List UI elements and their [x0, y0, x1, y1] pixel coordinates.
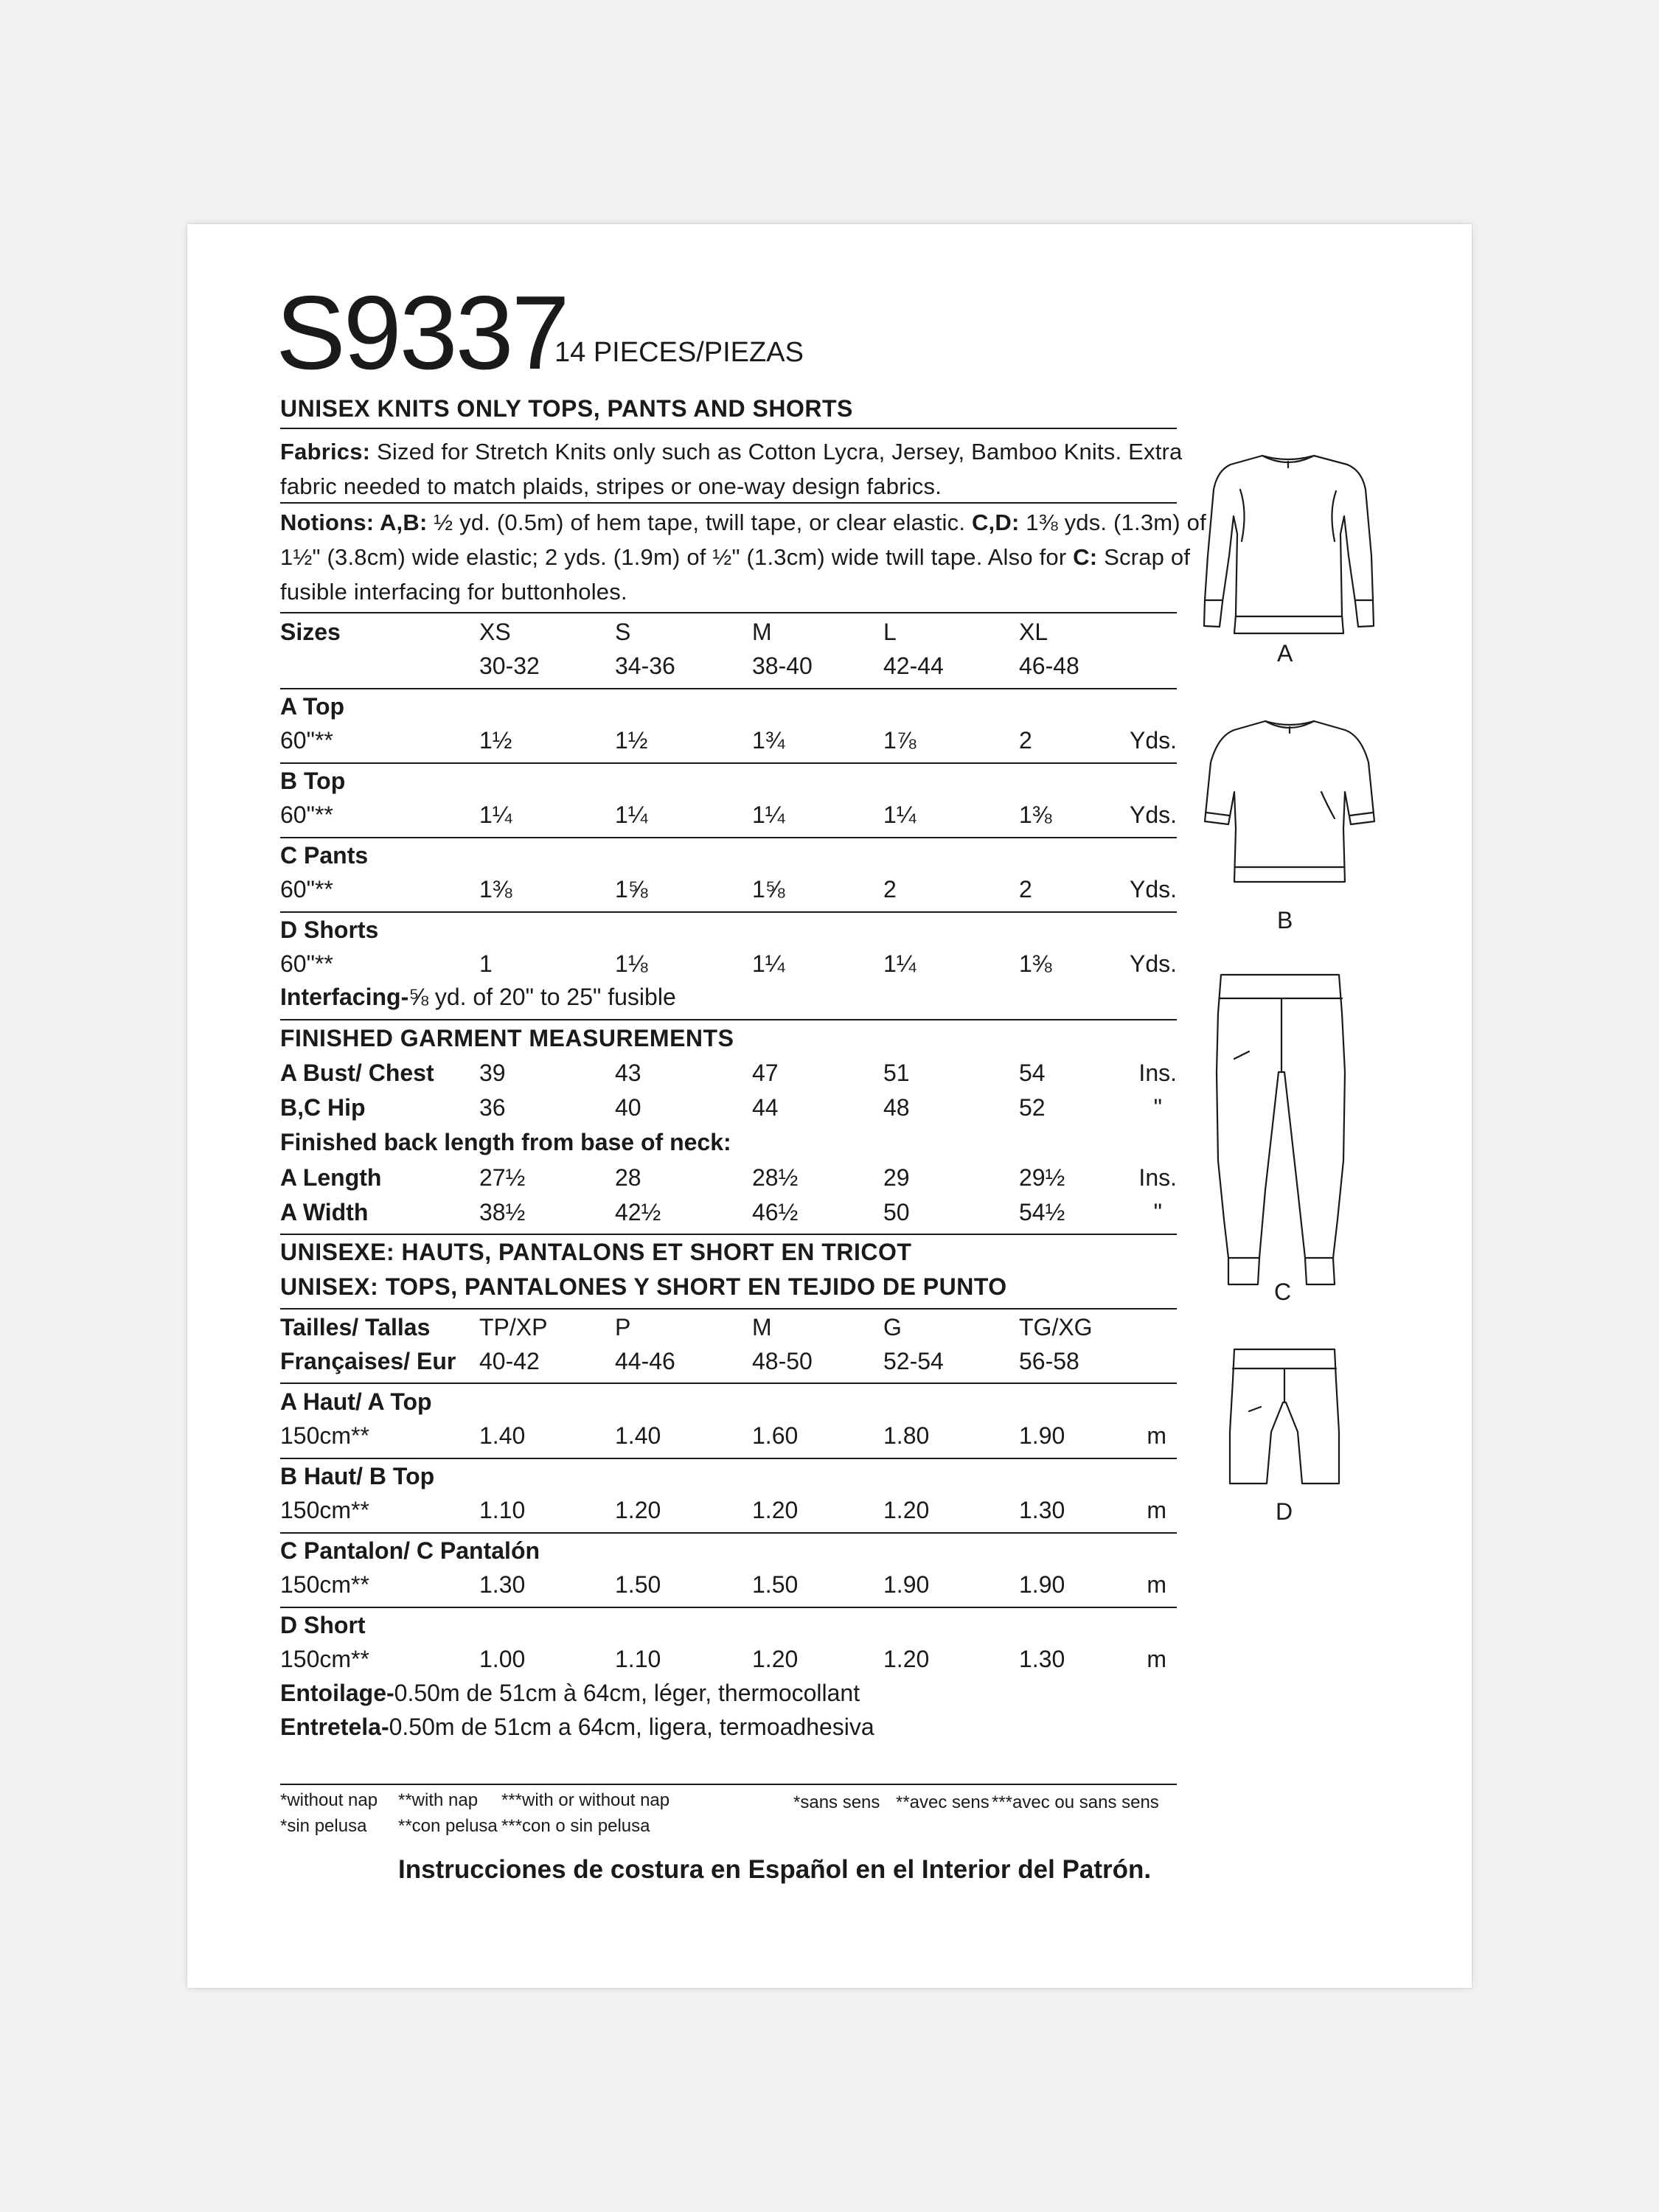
- notions-label-c: C:: [1073, 544, 1098, 570]
- measurement-value: 40: [615, 1094, 641, 1121]
- french-title: UNISEXE: HAUTS, PANTALONS ET SHORT EN TRICOT: [280, 1239, 912, 1265]
- sizes-label: Sizes: [280, 619, 341, 645]
- back-length-label: Finished back length from base of neck:: [280, 1129, 731, 1155]
- sizes-range-row: [280, 653, 1177, 686]
- divider: [280, 502, 1177, 504]
- yardage-value: 1⅝: [752, 876, 785, 902]
- yardage-value: 1⅜: [1019, 801, 1052, 828]
- size-name: XS: [479, 619, 511, 645]
- size-range: 34-36: [615, 653, 675, 679]
- entretela-label: Entretela-: [280, 1714, 389, 1740]
- measurement-value: 50: [883, 1199, 910, 1225]
- measurement-value: 36: [479, 1094, 506, 1121]
- yardage-value: 1.80: [883, 1422, 930, 1449]
- size-range: 42-44: [883, 653, 944, 679]
- measurement-value: 46½: [752, 1199, 799, 1225]
- notions-line-2b: Scrap of: [1097, 544, 1191, 570]
- view-a-sweatshirt-illustration: [1196, 445, 1380, 637]
- unit-label: Yds.: [1129, 876, 1177, 902]
- footnote-nap-fr: *sans sens: [793, 1792, 880, 1812]
- unit-label: ": [1153, 1094, 1162, 1121]
- yardage-value: 1.90: [1019, 1422, 1065, 1449]
- measurement-value: 51: [883, 1060, 910, 1086]
- yardage-value: 1¼: [883, 950, 917, 977]
- metric-sizes-row: [280, 1314, 1177, 1348]
- fabrics-text: [280, 434, 1182, 504]
- yardage-value: 1½: [479, 727, 512, 754]
- interfacing-row: [280, 984, 1177, 1018]
- view-label-row: [280, 1612, 1177, 1646]
- size-name: S: [615, 619, 631, 645]
- divider: [280, 911, 1177, 913]
- divider: [280, 1607, 1177, 1608]
- view-label-row: [280, 1537, 1177, 1571]
- yardage-value: 1.30: [479, 1571, 526, 1598]
- entretela-text: 0.50m de 51cm a 64cm, ligera, termoadhesiva: [389, 1714, 874, 1740]
- entretela-row: [280, 1714, 1177, 1747]
- divider: [280, 428, 1177, 429]
- footnote-nap-es: ***con o sin pelusa: [501, 1816, 650, 1836]
- metric-yardage-row: [280, 1497, 1177, 1531]
- yardage-value: 1.50: [752, 1571, 799, 1598]
- yardage-value: 1⅛: [615, 950, 648, 977]
- divider: [280, 1784, 1177, 1785]
- fabric-width: 150cm**: [280, 1646, 369, 1672]
- yardage-value: 1.20: [752, 1497, 799, 1523]
- view-b-label: B: [1277, 907, 1293, 933]
- yardage-value: 1¼: [479, 801, 512, 828]
- size-range: 48-50: [752, 1348, 813, 1374]
- yardage-value: 1⅞: [883, 727, 917, 754]
- yardage-value: 1.20: [615, 1497, 661, 1523]
- pattern-title: UNISEX KNITS ONLY TOPS, PANTS AND SHORTS: [280, 395, 853, 422]
- measurement-label: A Bust/ Chest: [280, 1060, 434, 1086]
- spanish-title: UNISEX: TOPS, PANTALONES Y SHORT EN TEJIDO DE PUNTO: [280, 1273, 1007, 1300]
- yardage-value: 1.30: [1019, 1497, 1065, 1523]
- measurement-value: 48: [883, 1094, 910, 1121]
- size-range: 30-32: [479, 653, 540, 679]
- view-label: B Haut/ B Top: [280, 1463, 435, 1489]
- size-range: 38-40: [752, 653, 813, 679]
- measurement-value: 42½: [615, 1199, 661, 1225]
- notions-line-1a: ½ yd. (0.5m) of hem tape, twill tape, or clear elastic.: [427, 509, 972, 535]
- yardage-value: 1.50: [615, 1571, 661, 1598]
- view-label-row: [280, 768, 1177, 801]
- view-d-shorts-illustration: [1225, 1343, 1343, 1491]
- measurement-row: [280, 1199, 1177, 1233]
- fabric-width: 150cm**: [280, 1571, 369, 1598]
- view-label: A Haut/ A Top: [280, 1388, 432, 1415]
- yardage-value: 2: [883, 876, 897, 902]
- measurement-value: 27½: [479, 1164, 526, 1191]
- view-c-pants-illustration: [1208, 969, 1355, 1293]
- measurement-label: B,C Hip: [280, 1094, 366, 1121]
- yardage-value: 1.40: [479, 1422, 526, 1449]
- yardage-value: 1.90: [1019, 1571, 1065, 1598]
- unit-label: Ins.: [1138, 1164, 1177, 1191]
- footnote-nap-en: *without nap: [280, 1790, 378, 1810]
- measurement-value: 54½: [1019, 1199, 1065, 1225]
- view-label: D Shorts: [280, 917, 379, 943]
- yardage-row: [280, 727, 1177, 761]
- unit-label: Ins.: [1138, 1060, 1177, 1086]
- fabrics-label: Fabrics:: [280, 439, 371, 465]
- size-range: 40-42: [479, 1348, 540, 1374]
- yardage-value: 1.20: [883, 1497, 930, 1523]
- metric-sizes-label: Tailles/ Tallas: [280, 1314, 431, 1340]
- divider: [280, 688, 1177, 689]
- view-label: D Short: [280, 1612, 366, 1638]
- divider: [280, 1458, 1177, 1459]
- notions-line-3: fusible interfacing for buttonholes.: [280, 579, 627, 605]
- yardage-row: [280, 876, 1177, 910]
- interfacing-text: ⅝ yd. of 20" to 25" fusible: [408, 984, 676, 1010]
- size-name: M: [752, 1314, 772, 1340]
- size-range: 46-48: [1019, 653, 1079, 679]
- size-name: P: [615, 1314, 631, 1340]
- size-name: XL: [1019, 619, 1048, 645]
- metric-range-row: [280, 1348, 1177, 1382]
- footnote-nap-en: **with nap: [398, 1790, 479, 1810]
- view-c-label: C: [1274, 1279, 1292, 1305]
- notions-text: [280, 505, 1206, 609]
- divider: [280, 1382, 1177, 1384]
- view-a-label: A: [1277, 640, 1293, 667]
- spanish-instructions-note: Instrucciones de costura en Español en el Interior del Patrón.: [398, 1855, 1152, 1884]
- entoilage-label: Entoilage-: [280, 1680, 394, 1706]
- size-name: G: [883, 1314, 902, 1340]
- notions-line-2a: 1½" (3.8cm) wide elastic; 2 yds. (1.9m) of ½" (1.3cm) wide twill tape. Also for: [280, 544, 1074, 570]
- measurement-value: 44: [752, 1094, 779, 1121]
- divider: [280, 612, 1177, 613]
- fabric-width: 60"**: [280, 876, 333, 902]
- yardage-row: [280, 950, 1177, 984]
- size-name: M: [752, 619, 772, 645]
- unit-label: Yds.: [1129, 727, 1177, 754]
- entoilage-row: [280, 1680, 1177, 1714]
- measurement-value: 54: [1019, 1060, 1046, 1086]
- measurement-value: 47: [752, 1060, 779, 1086]
- notions-line-1b: 1⅜ yds. (1.3m) of: [1019, 509, 1206, 535]
- yardage-value: 1.20: [883, 1646, 930, 1672]
- yardage-value: 1¼: [752, 801, 785, 828]
- measurement-label: A Length: [280, 1164, 382, 1191]
- yardage-value: 1¼: [615, 801, 648, 828]
- footnote-nap-es: *sin pelusa: [280, 1816, 367, 1836]
- yardage-value: 1.00: [479, 1646, 526, 1672]
- yardage-value: 2: [1019, 876, 1032, 902]
- metric-yardage-row: [280, 1422, 1177, 1456]
- metric-yardage-row: [280, 1571, 1177, 1605]
- yardage-value: 1⅝: [615, 876, 648, 902]
- pattern-number: S9337: [276, 274, 568, 392]
- fabric-width: 60"**: [280, 950, 333, 977]
- metric-range-label: Françaises/ Eur: [280, 1348, 456, 1374]
- pattern-envelope-back: [187, 224, 1472, 1988]
- size-name: TG/XG: [1019, 1314, 1093, 1340]
- yardage-value: 1.10: [479, 1497, 526, 1523]
- size-name: TP/XP: [479, 1314, 548, 1340]
- measurement-value: 29½: [1019, 1164, 1065, 1191]
- size-range: 44-46: [615, 1348, 675, 1374]
- fabric-width: 150cm**: [280, 1497, 369, 1523]
- yardage-value: 1: [479, 950, 493, 977]
- interfacing-label: Interfacing-: [280, 984, 409, 1010]
- view-label-row: [280, 1463, 1177, 1497]
- size-range: 52-54: [883, 1348, 944, 1374]
- yardage-row: [280, 801, 1177, 835]
- yardage-value: 2: [1019, 727, 1032, 754]
- divider: [280, 1019, 1177, 1020]
- divider: [280, 1532, 1177, 1534]
- measurement-value: 29: [883, 1164, 910, 1191]
- unit-label: Yds.: [1129, 801, 1177, 828]
- view-label-row: [280, 917, 1177, 950]
- divider: [280, 762, 1177, 764]
- measurement-value: 43: [615, 1060, 641, 1086]
- measurement-row: [280, 1060, 1177, 1093]
- yardage-value: 1¼: [883, 801, 917, 828]
- size-name: L: [883, 619, 897, 645]
- yardage-value: 1⅜: [1019, 950, 1052, 977]
- yardage-value: 1¼: [752, 950, 785, 977]
- view-label: C Pants: [280, 842, 369, 869]
- yardage-value: 1.40: [615, 1422, 661, 1449]
- yardage-value: 1.20: [752, 1646, 799, 1672]
- yardage-value: 1.10: [615, 1646, 661, 1672]
- notions-label: Notions: A,B:: [280, 509, 428, 535]
- fabric-width: 150cm**: [280, 1422, 369, 1449]
- notions-label-cd: C,D:: [971, 509, 1020, 535]
- yardage-value: 1¾: [752, 727, 785, 754]
- yardage-value: 1.30: [1019, 1646, 1065, 1672]
- yardage-value: 1.90: [883, 1571, 930, 1598]
- view-label: B Top: [280, 768, 346, 794]
- measurement-label: A Width: [280, 1199, 369, 1225]
- yardage-value: 1.60: [752, 1422, 799, 1449]
- size-range: 56-58: [1019, 1348, 1079, 1374]
- unit-label: m: [1147, 1571, 1166, 1598]
- fabrics-line-1: Sized for Stretch Knits only such as Cotton Lycra, Jersey, Bamboo Knits. Extra: [370, 439, 1183, 465]
- fabrics-line-2: fabric needed to match plaids, stripes or one-way design fabrics.: [280, 473, 942, 499]
- entoilage-text: 0.50m de 51cm à 64cm, léger, thermocollant: [394, 1680, 860, 1706]
- measurement-row: [280, 1094, 1177, 1128]
- fabric-width: 60"**: [280, 727, 333, 754]
- unit-label: ": [1153, 1199, 1162, 1225]
- metric-yardage-row: [280, 1646, 1177, 1680]
- measurement-value: 38½: [479, 1199, 526, 1225]
- measurement-value: 39: [479, 1060, 506, 1086]
- footnote-nap-fr: **avec sens: [896, 1792, 990, 1812]
- fabric-width: 60"**: [280, 801, 333, 828]
- view-label: C Pantalon/ C Pantalón: [280, 1537, 540, 1564]
- unit-label: m: [1147, 1646, 1166, 1672]
- measurement-value: 28½: [752, 1164, 799, 1191]
- view-label: A Top: [280, 693, 345, 720]
- unit-label: Yds.: [1129, 950, 1177, 977]
- view-label-row: [280, 842, 1177, 876]
- unit-label: m: [1147, 1497, 1166, 1523]
- view-d-label: D: [1276, 1498, 1293, 1525]
- divider: [280, 1234, 1177, 1235]
- view-b-tee-illustration: [1197, 711, 1382, 888]
- measurement-value: 52: [1019, 1094, 1046, 1121]
- pieces-count: 14 PIECES/PIEZAS: [554, 337, 804, 368]
- footnote-nap-fr: ***avec ou sans sens: [992, 1792, 1159, 1812]
- view-label-row: [280, 693, 1177, 727]
- measurement-row: [280, 1164, 1177, 1198]
- yardage-value: 1½: [615, 727, 648, 754]
- measurement-value: 28: [615, 1164, 641, 1191]
- view-label-row: [280, 1388, 1177, 1422]
- footnote-nap-en: ***with or without nap: [501, 1790, 670, 1810]
- unit-label: m: [1147, 1422, 1166, 1449]
- divider: [280, 837, 1177, 838]
- yardage-value: 1⅜: [479, 876, 512, 902]
- divider: [280, 1308, 1177, 1310]
- finished-measurements-header: FINISHED GARMENT MEASUREMENTS: [280, 1025, 734, 1051]
- footnote-nap-es: **con pelusa: [398, 1816, 498, 1836]
- sizes-row: [280, 619, 1177, 653]
